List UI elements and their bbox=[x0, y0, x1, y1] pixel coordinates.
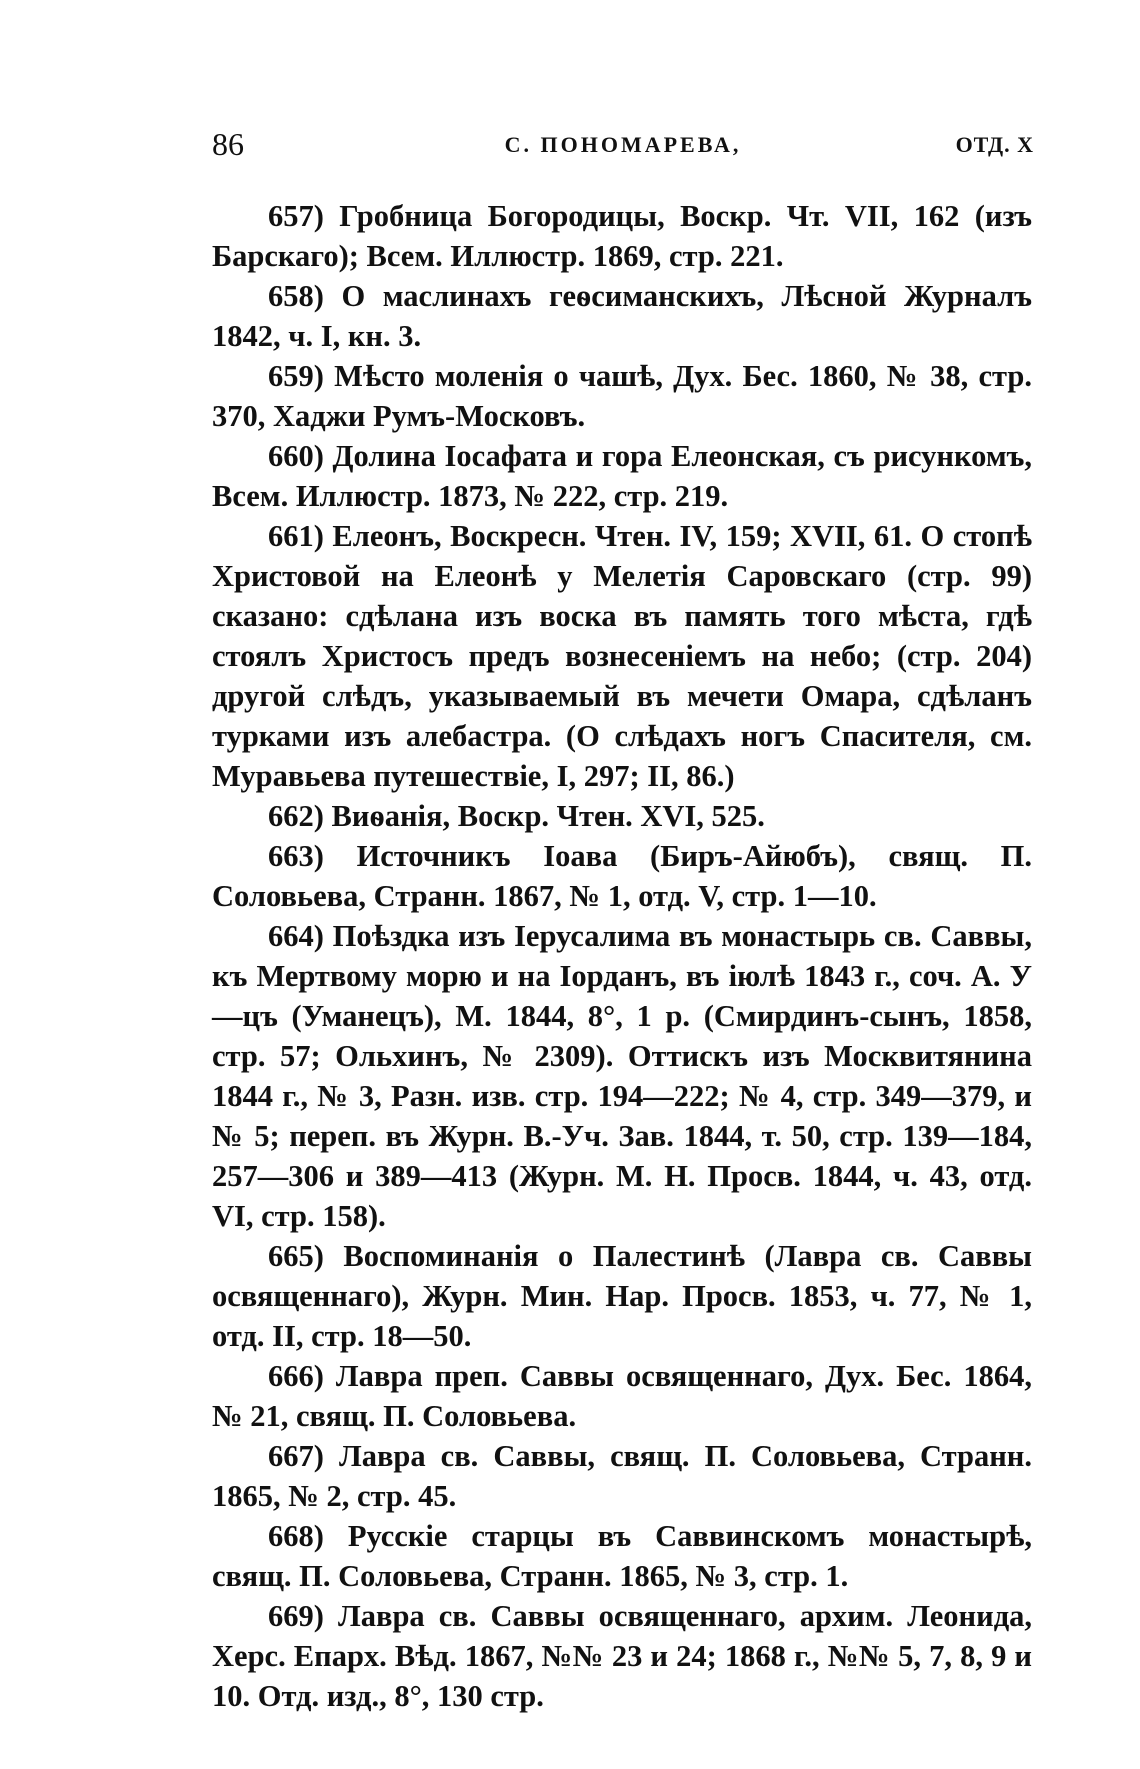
page-number: 86 bbox=[212, 126, 244, 162]
entry-666: 666) Лавра преп. Саввы освященнаго, Дух. Бес. 1864, № 21, свящ. П. Соловьева. bbox=[212, 1359, 1032, 1433]
entry-659: 659) Мѣсто моленія о чашѣ, Дух. Бес. 1860, № 38, стр. 370, Хаджи Румъ-Московъ. bbox=[212, 359, 1032, 433]
entry-662: 662) Виѳанія, Воскр. Чтен. XVI, 525. bbox=[268, 799, 765, 833]
page-header bbox=[212, 126, 1034, 166]
entry-664: 664) Поѣздка изъ Іерусалима въ монастырь св. Саввы, къ Мертвому морю и на Іорданъ, въ іюлѣ 1843 г., соч. А. У—цъ (Уманецъ), М. 1844, 8°, 1 р. (Смирдинъ-сынъ, 1858, стр. 57; Ольхинъ, № 2309). Оттискъ изъ Москвитянина 1844 г., № 3, Разн. изв. стр. 194—222; № 4, стр. 349—379, и № 5; переп. въ Журн. В.-Уч. Зав. 1844, т. 50, стр. 139—184, 257—306 и 389—413 (Журн. М. Н. Просв. 1844, ч. 43, отд. VI, стр. 158). bbox=[212, 919, 1032, 1233]
entry-661: 661) Елеонъ, Воскресн. Чтен. IV, 159; XVII, 61. О стопѣ Христовой на Елеонѣ у Мелетія Саровскаго (стр. 99) сказано: сдѣлана изъ воска въ память того мѣста, гдѣ стоялъ Христосъ предъ вознесеніемъ на небо; (стр. 204) другой слѣдъ, указываемый въ мечети Омара, сдѣланъ турками изъ алебастра. (О слѣдахъ ногъ Спасителя, см. Муравьева путешествіе, I, 297; II, 86.) bbox=[212, 519, 1032, 793]
entry-668: 668) Русскіе старцы въ Саввинскомъ монастырѣ, свящ. П. Соловьева, Странн. 1865, № 3, стр. 1. bbox=[212, 1519, 1032, 1593]
entry-665: 665) Воспоминанія о Палестинѣ (Лавра св. Саввы освященнаго), Журн. Мин. Нар. Просв. 1853, ч. 77, № 1, отд. II, стр. 18—50. bbox=[212, 1239, 1032, 1353]
bibliography-list bbox=[212, 196, 1032, 1716]
entry-660: 660) Долина Іосафата и гора Елеонская, съ рисункомъ, Всем. Иллюстр. 1873, № 222, стр. 219. bbox=[212, 439, 1032, 513]
entry-657: 657) Гробница Богородицы, Воскр. Чт. VII, 162 (изъ Барскаго); Всем. Иллюстр. 1869, стр. 221. bbox=[212, 199, 1032, 273]
entry-658: 658) О маслинахъ геѳсиманскихъ, Лѣсной Журналъ 1842, ч. I, кн. 3. bbox=[212, 279, 1032, 353]
entry-669: 669) Лавра св. Саввы освященнаго, архим. Леонида, Херс. Епарх. Вѣд. 1867, №№ 23 и 24; 1868 г., №№ 5, 7, 8, 9 и 10. Отд. изд., 8°, 130 стр. bbox=[212, 1599, 1032, 1713]
section-label: ОТД. X bbox=[955, 132, 1034, 157]
running-title: С. ПОНОМАРЕВА, bbox=[504, 132, 742, 157]
entry-663: 663) Источникъ Іоава (Биръ-Айюбъ), свящ. П. Соловьева, Странн. 1867, № 1, отд. V, стр. 1—10. bbox=[212, 839, 1032, 913]
entry-667: 667) Лавра св. Саввы, свящ. П. Соловьева, Странн. 1865, № 2, стр. 45. bbox=[212, 1439, 1032, 1513]
